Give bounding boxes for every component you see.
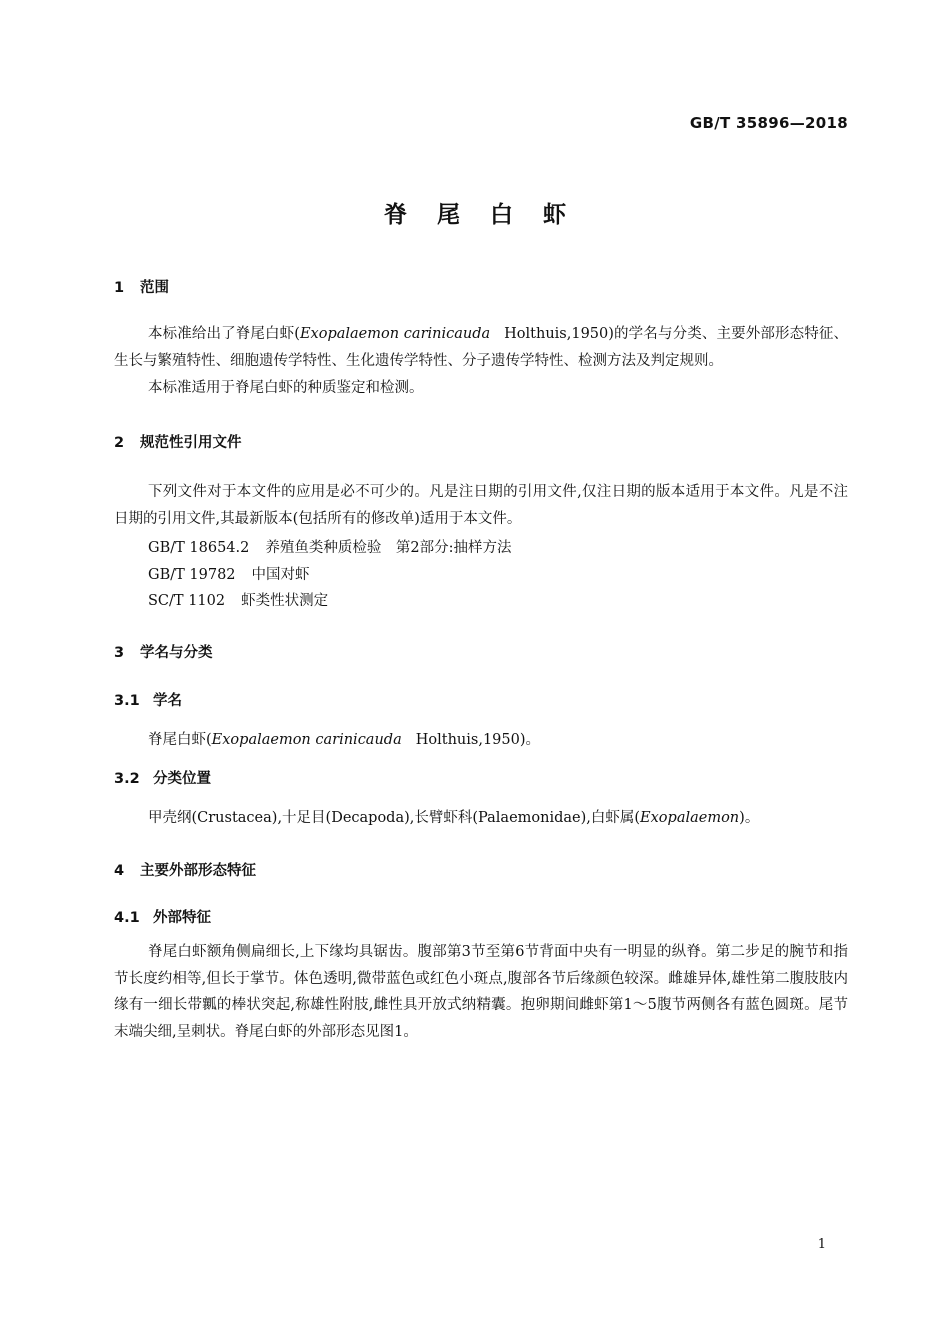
section-number: 1 (114, 280, 125, 296)
reference-title: 中国对虾 (251, 567, 310, 583)
section-4-1-heading (114, 906, 211, 927)
reference-title: 虾类性状测定 (241, 593, 329, 609)
section-1-paragraph-1 (114, 321, 848, 374)
section-1-heading (114, 276, 169, 297)
section-title: 主要外部形态特征 (140, 863, 256, 879)
section-number: 4.1 (114, 910, 140, 926)
text-run: )。 (739, 810, 760, 826)
reference-item (148, 563, 310, 584)
section-2-heading (114, 431, 242, 452)
section-title: 范围 (140, 280, 169, 296)
section-number: 2 (114, 435, 125, 451)
section-4-1-paragraph: 脊尾白虾额角侧扁细长,上下缘均具锯齿。腹部第3节至第6节背面中央有一明显的纵脊。第二步足的腕节和指节长度约相等,但长于掌节。体色透明,微带蓝色或红色小斑点,腹部各节后缘颜色较深。雌雄异体,雄性第二腹肢肢内缘有一细长带瓤的棒状突起,称雄性附肢,雌性具开放式纳精囊。抱卵期间雌虾第1～5腹节两侧各有蓝色圆斑。尾节末端尖细,呈刺状。脊尾白虾的外部形态见图1。 (114, 944, 848, 1040)
section-title: 学名与分类 (140, 645, 213, 661)
section-number: 4 (114, 863, 125, 879)
scientific-name: Exopalaemon carinicauda (299, 326, 491, 342)
reference-code: GB/T 18654.2 (148, 540, 250, 556)
section-title: 分类位置 (153, 771, 211, 787)
page-number: 1 (817, 1237, 826, 1252)
section-2-paragraph-1: 下列文件对于本文件的应用是必不可少的。凡是注日期的引用文件,仅注日期的版本适用于本文件。凡是不注日期的引用文件,其最新版本(包括所有的修改单)适用于本文件。 (114, 484, 848, 527)
text-run: 脊尾白虾( (148, 732, 212, 748)
section-4-heading (114, 859, 256, 880)
section-3-2-paragraph (148, 806, 759, 827)
reference-title: 养殖鱼类种质检验 第2部分:抽样方法 (265, 540, 512, 556)
section-title: 外部特征 (153, 910, 211, 926)
section-3-heading (114, 641, 213, 662)
scientific-name: Exopalaemon carinicauda (211, 732, 402, 748)
reference-item (148, 589, 328, 610)
section-1-paragraph-2: 本标准适用于脊尾白虾的种质鉴定和检测。 (148, 380, 424, 396)
document-title: 脊尾白虾 (384, 202, 596, 228)
text-run: Holthuis,1950)。 (415, 732, 540, 748)
section-number: 3.2 (114, 771, 140, 787)
text-run: Holthuis,1950)的学名与分类、主要外部形态特征、生长与繁殖特性、细胞遗传学特性、生化遗传学特性、分子遗传学特性、检测方法及判定规则。 (114, 326, 849, 369)
section-title: 学名 (153, 693, 182, 709)
reference-code: SC/T 1102 (148, 593, 226, 609)
section-3-1-paragraph (148, 728, 540, 749)
section-title: 规范性引用文件 (140, 435, 242, 451)
standard-number: GB/T 35896—2018 (689, 114, 848, 132)
section-number: 3.1 (114, 693, 140, 709)
section-3-1-heading (114, 689, 182, 710)
scientific-name: Exopalaemon (640, 810, 740, 826)
text-run: 本标准给出了脊尾白虾( (148, 326, 300, 342)
section-3-2-heading (114, 767, 211, 788)
reference-item (148, 536, 511, 557)
section-number: 3 (114, 645, 125, 661)
text-run: 甲壳纲(Crustacea),十足目(Decapoda),长臂虾科(Palaemonidae),白虾属( (148, 810, 641, 826)
reference-code: GB/T 19782 (148, 567, 236, 583)
